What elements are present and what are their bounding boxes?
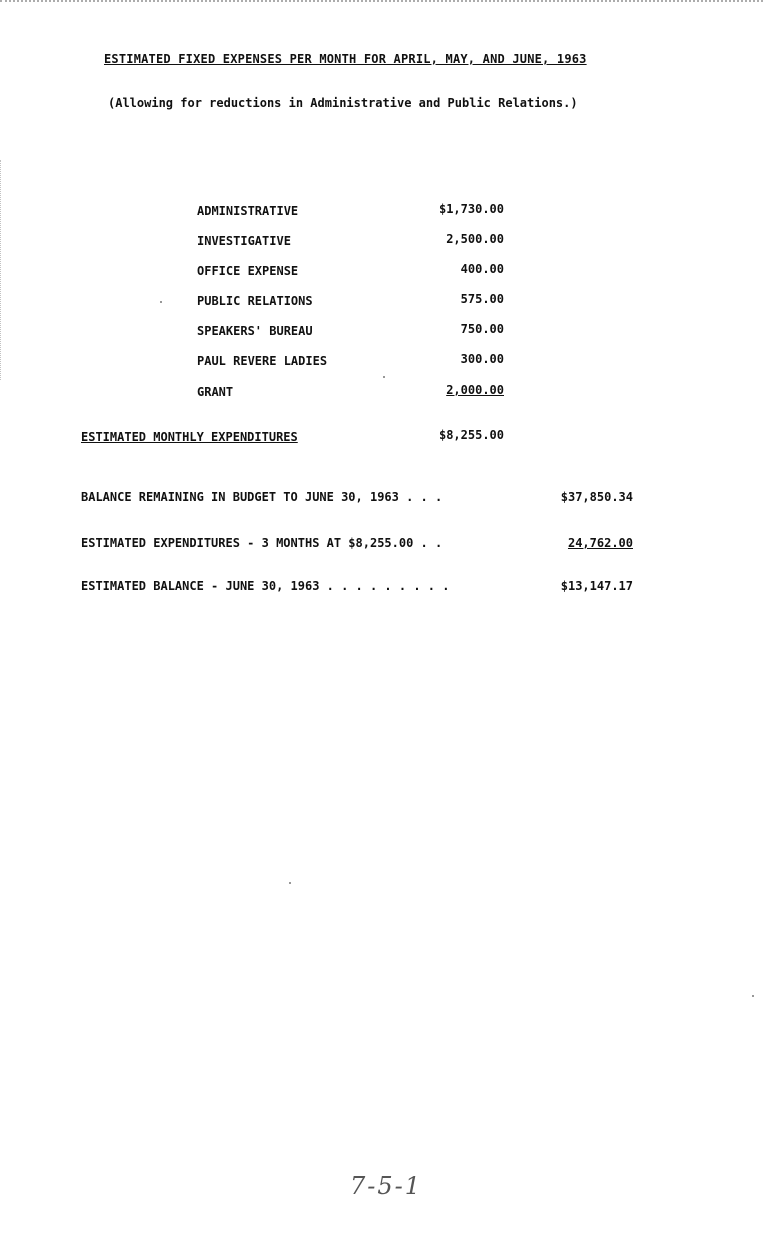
expense-item-amount: 400.00	[460, 262, 504, 276]
scan-speck	[752, 995, 754, 997]
total-label: ESTIMATED MONTHLY EXPENDITURES	[81, 430, 298, 444]
scan-speck	[383, 376, 385, 378]
scan-speck	[160, 301, 162, 303]
scan-speck	[289, 882, 291, 884]
document-subtitle: (Allowing for reductions in Administrative and Public Relations.)	[108, 96, 578, 110]
expense-item-amount: 300.00	[460, 352, 504, 366]
summary-label: ESTIMATED EXPENDITURES - 3 MONTHS AT $8,255.00 . .	[81, 536, 443, 550]
expense-item-label: OFFICE EXPENSE	[197, 264, 299, 278]
expense-item-label: PAUL REVERE LADIES	[197, 354, 328, 368]
document-title: ESTIMATED FIXED EXPENSES PER MONTH FOR APRIL, MAY, AND JUNE, 1963	[104, 52, 587, 66]
summary-line	[81, 579, 633, 593]
expense-item-label: GRANT	[197, 385, 234, 399]
summary-amount: $37,850.34	[560, 490, 633, 504]
summary-label: BALANCE REMAINING IN BUDGET TO JUNE 30, 1963 . . .	[81, 490, 443, 504]
expense-item-label: PUBLIC RELATIONS	[197, 294, 313, 308]
page-top-edge	[0, 0, 763, 8]
page-left-edge	[0, 160, 3, 380]
summary-label: ESTIMATED BALANCE - JUNE 30, 1963 . . . . . . . . .	[81, 579, 450, 593]
summary-line	[81, 490, 633, 504]
expense-item-label: ADMINISTRATIVE	[197, 204, 299, 218]
expense-item-label: SPEAKERS' BUREAU	[197, 324, 313, 338]
total-amount: $8,255.00	[438, 428, 504, 442]
summary-line	[81, 536, 633, 550]
expense-item-amount: 575.00	[460, 292, 504, 306]
expense-item-label: INVESTIGATIVE	[197, 234, 291, 248]
summary-amount: $13,147.17	[560, 579, 633, 593]
summary-amount: 24,762.00	[567, 536, 633, 550]
expense-item-amount: 2,000.00	[446, 383, 504, 397]
expense-item-amount: $1,730.00	[438, 202, 504, 216]
expense-item-amount: 2,500.00	[446, 232, 504, 246]
handwritten-note: 7-5-1	[350, 1172, 423, 1200]
expense-item-amount: 750.00	[460, 322, 504, 336]
